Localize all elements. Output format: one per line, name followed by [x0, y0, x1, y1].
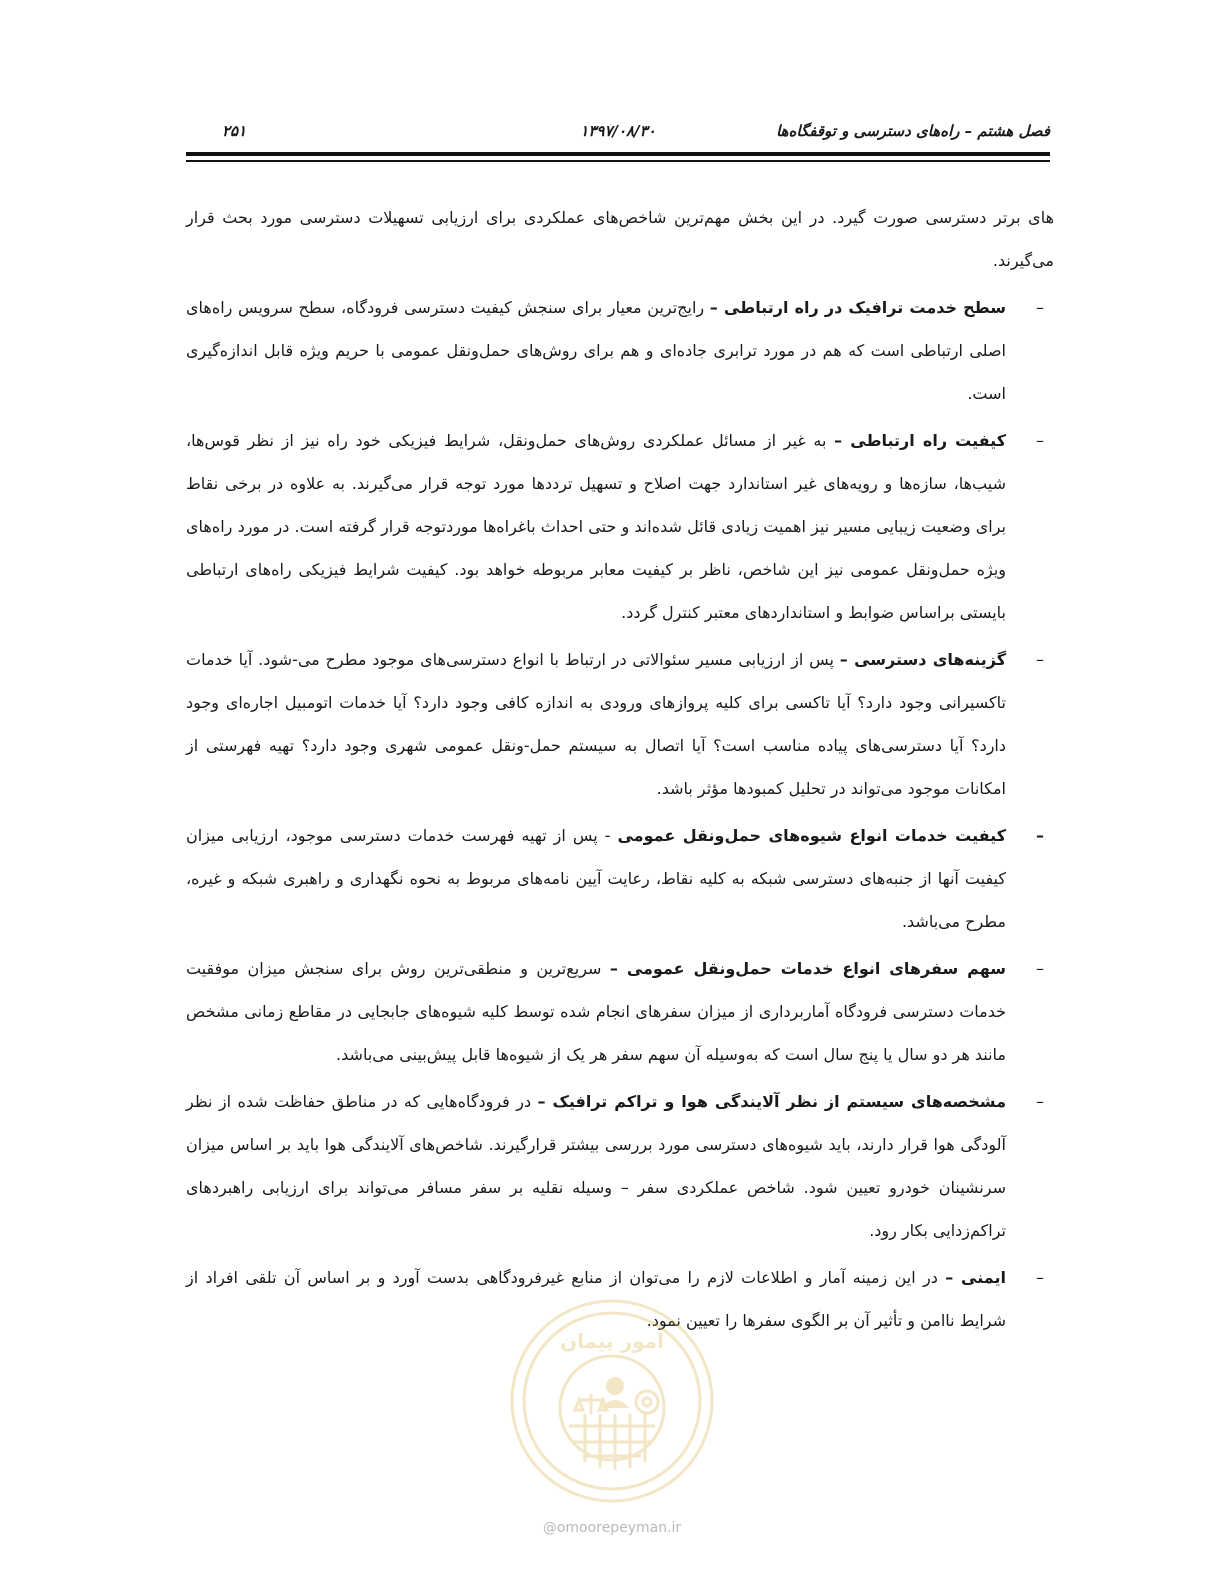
dash-bullet: – — [1036, 959, 1044, 978]
page-number: ۲۵۱ — [222, 122, 247, 140]
bullet-text: در این زمینه آمار و اطلاعات لازم را می‌توان از منابع غیرفرودگاهی بدست آورد و بر اساس آن تلقی افراد از شرایط ناامن و تأثیر آن بر الگوی سفرها را تعیین نمود. — [186, 1268, 1006, 1330]
dash-bullet: – — [1036, 650, 1044, 669]
bullet-text: پس از ارزیابی مسیر سئوالاتی در ارتباط با انواع دسترسی‌های موجود مطرح می-شود. آیا خدمات تاکسیرانی وجود دارد؟ آیا تاکسی برای کلیه پروازهای ورودی به اندازه کافی وجود دارد؟ آیا خدمات اتومبیل اجاره‌ای وجود دارد؟ آیا دسترسی‌های پیاده مناسب است؟ آیا اتصال به سیستم حمل-ونقل عمومی شهری وجود دارد؟ تهیه فهرستی از امکانات موجود می‌تواند در تحلیل کمبودها مؤثر باشد. — [186, 650, 1006, 798]
page-header — [186, 118, 1050, 148]
bullet-text: در فرودگاه‌هایی که در مناطق حفاظت شده از نظر آلودگی هوا قرار دارند، باید شیوه‌های دسترسی مورد بررسی بیشتر قرارگیرند. شاخص‌های آلایندگی هوا باید بر اساس میزان سرنشینان خودرو تعیین شود. شاخص عملکردی سفر – وسیله نقلیه بر سفر مسافر می‌تواند برای ارزیابی راهبردهای تراکم‌زدایی بکار رود. — [186, 1092, 1006, 1240]
bullet-item — [186, 419, 1054, 634]
omoorepeyman-seal-icon — [507, 1296, 717, 1506]
dash-bullet: – — [1036, 1268, 1044, 1287]
bullet-term: مشخصه‌های سیستم از نظر آلایندگی هوا و تراکم ترافیک – — [537, 1092, 1006, 1111]
bullet-item — [186, 1080, 1054, 1252]
dash-bullet: – — [1036, 298, 1044, 317]
bullet-text: - پس از تهیه فهرست خدمات دسترسی موجود، ارزیابی میزان کیفیت آنها از جنبه‌های دسترسی شبکه به کلیه نقاط، رعایت آیین نامه‌های مربوط به نحوه نگهداری و راهبری شبکه و غیره، مطرح می‌باشد. — [186, 826, 1006, 931]
svg-text:امور پیمان: امور پیمان — [560, 1329, 664, 1353]
dash-bullet: – — [1036, 431, 1044, 450]
bullet-term: گزینه‌های دسترسی – — [839, 650, 1006, 669]
dash-bullet: – — [1036, 1092, 1044, 1111]
bullet-item — [186, 947, 1054, 1076]
bullet-text: سریع‌ترین و منطقی‌ترین روش برای سنجش میزان موفقیت خدمات دسترسی فرودگاه آماربرداری از میزان سفرهای انجام شده توسط کلیه شیوه‌های جابجایی در مقاطع زمانی مشخص مانند هر دو سال یا پنج سال است که به‌وسیله آن سهم سفر هر یک از شیوه‌ها قابل پیش‌بینی می‌باشد. — [186, 959, 1006, 1064]
dash-bullet: – — [1036, 826, 1044, 845]
bullet-term: کیفیت راه ارتباطی – — [834, 431, 1006, 450]
body-text — [186, 196, 1054, 1342]
header-rule-thick — [186, 152, 1050, 156]
website-footer: @omoorepeyman.ir — [542, 1520, 682, 1536]
header-rule-thin — [186, 160, 1050, 162]
bullet-term: سطح خدمت ترافیک در راه ارتباطی – — [709, 298, 1007, 317]
bullet-item — [186, 638, 1054, 810]
chapter-title: فصل هشتم – راه‌های دسترسی و توقفگاه‌ها — [776, 122, 1050, 140]
bullet-text: رایج‌ترین معیار برای سنجش کیفیت دسترسی فرودگاه، سطح سرویس راه‌های اصلی ارتباطی است که هم در مورد ترابری جاده‌ای و هم برای روش‌های حمل‌ونقل عمومی با حریم ویژه قابل اندازه‌گیری است. — [186, 298, 1006, 403]
intro-paragraph: های برتر دسترسی صورت گیرد. در این بخش مهم‌ترین شاخص‌های عملکردی برای ارزیابی تسهیلات دسترسی مورد بحث قرار می‌گیرند. — [186, 208, 1054, 270]
bullet-text: به غیر از مسائل عملکردی روش‌های حمل‌ونقل، شرایط فیزیکی خود راه نیز از نظر قوس‌ها، شیب‌ها، سازه‌ها و رویه‌های غیر استاندارد جهت اصلاح و تسهیل ترددها مورد توجه قرار می‌گیرند. به علاوه در برخی نقاط برای وضعیت زیبایی مسیر نیز اهمیت زیادی قائل شده‌اند و حتی احداث باغراه‌ها موردتوجه قرار گرفته است. در مورد راه‌های ویژه حمل‌ونقل عمومی نیز این شاخص، ناظر بر کیفیت معابر مربوطه خواهد بود. کیفیت شرایط فیزیکی راه‌های ارتباطی بایستی براساس ضوابط و استانداردهای معتبر کنترل گردد. — [186, 431, 1006, 622]
bullet-term: سهم سفرهای انواع خدمات حمل‌ونقل عمومی – — [609, 959, 1006, 978]
bullet-term: ایمنی – — [945, 1268, 1006, 1287]
header-date: ۱۳۹۷/۰۸/۳۰ — [580, 122, 656, 140]
bullet-item — [186, 286, 1054, 415]
bullet-item — [186, 814, 1054, 943]
bullet-term: کیفیت خدمات انواع شیوه‌های حمل‌ونقل عمومی — [617, 826, 1006, 845]
